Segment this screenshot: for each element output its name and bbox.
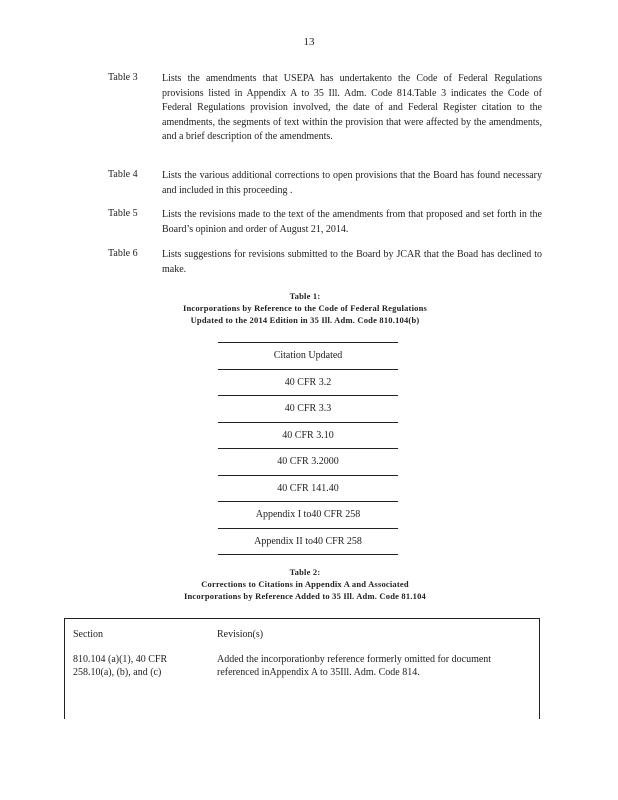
table-label: Table 3 xyxy=(108,72,138,83)
table-2-caption xyxy=(140,566,470,602)
caption-line: Corrections to Citations in Appendix A and Associated xyxy=(201,579,409,589)
caption-line: Incorporations by Reference to the Code of Federal Regulations xyxy=(182,303,428,313)
caption-line: Updated to the 2014 Edition in 35 Ill. Adm. Code 810.104(b) xyxy=(190,315,420,325)
table-cell: Appendix I to40 CFR 258 xyxy=(218,502,398,529)
column-header-revisions: Revision(s) xyxy=(217,629,264,640)
citation-updated-table xyxy=(218,342,398,555)
table-header-row xyxy=(218,343,398,370)
corrections-table xyxy=(64,618,540,719)
page-number: 13 xyxy=(303,36,315,48)
table-label: Table 5 xyxy=(108,208,138,219)
table-cell: 40 CFR 3.3 xyxy=(218,396,398,423)
table-cell: Appendix II to40 CFR 258 xyxy=(218,528,398,555)
table-row xyxy=(218,502,398,529)
table-label: Table 6 xyxy=(108,248,138,259)
table-row xyxy=(218,369,398,396)
table-row xyxy=(218,449,398,476)
table-cell: 40 CFR 3.10 xyxy=(218,422,398,449)
table-description: Lists suggestions for revisions submitted to the Board by JCAR that the Boad has declined to make. xyxy=(162,249,542,275)
revision-cell: Added the incorporationby reference formerly omitted for document referenced inAppendix A to 35Ill. Adm. Code 814. xyxy=(217,654,492,678)
table-row xyxy=(218,396,398,423)
section-cell: 810.104 (a)(1), 40 CFR 258.10(a), (b), and (c) xyxy=(73,654,168,678)
table-number: Table 1: xyxy=(289,291,321,301)
caption-line: Incorporations by Reference Added to 35 Ill. Adm. Code 81.104 xyxy=(183,591,426,601)
table-cell: 40 CFR 3.2 xyxy=(218,369,398,396)
table-description: Lists the revisions made to the text of the amendments from that proposed and set forth in the Board’s opinion and order of August 21, 2014. xyxy=(162,209,542,235)
column-header-section: Section xyxy=(73,629,103,640)
table-description: Lists the amendments that USEPA has undertakento the Code of Federal Regulations provisions listed in Appendix A to 35 Ill. Adm. Code 814.Table 3 indicates the Code of Federal Regulations provision involved, the date of and Federal Register citation to the amendments, the segments of text within the provision that were affected by the amendments, and a brief description of the amendments. xyxy=(162,73,542,142)
table-number: Table 2: xyxy=(289,567,321,577)
table-row xyxy=(218,528,398,555)
table-cell: 40 CFR 3.2000 xyxy=(218,449,398,476)
table-row xyxy=(218,422,398,449)
column-header: Citation Updated xyxy=(218,343,398,370)
table-1-caption xyxy=(140,290,470,326)
table-label: Table 4 xyxy=(108,169,138,180)
table-description: Lists the various additional corrections to open provisions that the Board has found necessary and included in this proceeding . xyxy=(162,170,542,196)
table-cell: 40 CFR 141.40 xyxy=(218,475,398,502)
table-row xyxy=(218,475,398,502)
